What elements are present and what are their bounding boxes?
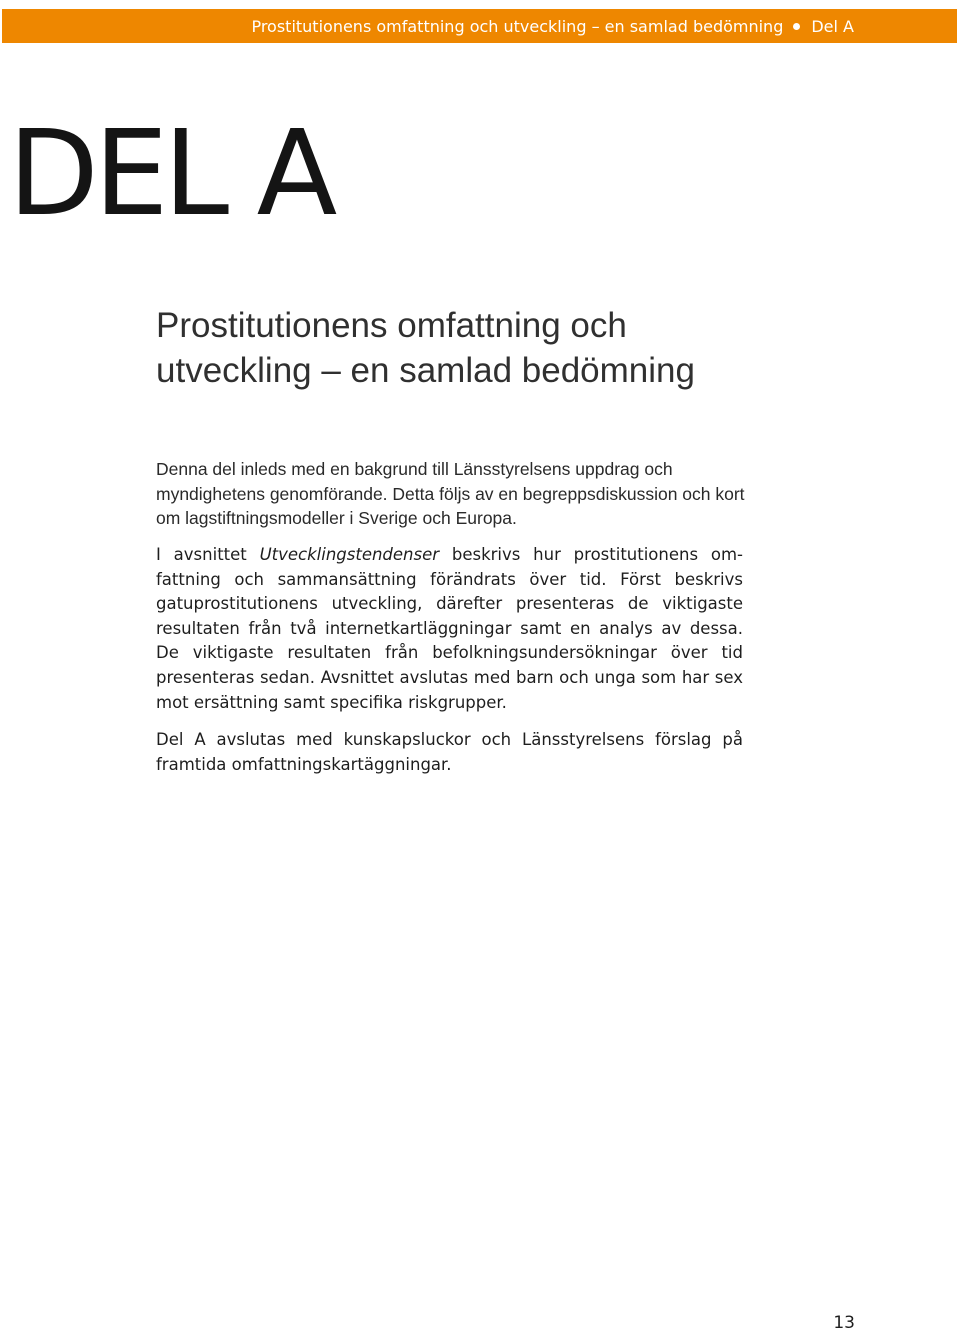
part-title: DEL A — [8, 104, 333, 242]
body-paragraph-2: Del A avslutas med kunskapsluckor och Länsstyrelsens förslag på framtida omfattningskartäggningar. — [156, 730, 743, 774]
section-title-line-2: utveckling – en samlad bedömning — [156, 351, 695, 390]
section-title-line-1: Prostitutionens omfattning och — [156, 306, 627, 345]
paragraph-1-lead: I avsnittet — [156, 545, 260, 564]
running-header-part: Del A — [811, 16, 854, 36]
section-reference: Utvecklingstendenser — [259, 545, 440, 564]
body-paragraph-1 — [156, 543, 743, 715]
intro-paragraph: Denna del inleds med en bakgrund till Länsstyrelsens uppdrag och myndighetens genomförande. Detta följs av en begreppsdiskussion och kort om lagstiftningsmodeller i Sverige och Europa. — [156, 459, 745, 529]
running-header-title: Prostitutionens omfattning och utveckling – en samlad bedömning — [251, 16, 784, 36]
page-number: 13 — [833, 1313, 855, 1333]
section-title — [156, 303, 695, 393]
running-header — [2, 9, 957, 43]
bullet-icon — [793, 23, 800, 30]
paragraph-1-body: beskrivs hur prostitutionens omfattning och sammansättning förändrats över tid. Först beskrivs gatuprostitutionens utveckling, därefter presenteras de viktigaste resultaten från två internetkartläggningar samt en analys av dessa. De viktigaste resultaten från befolkningsundersökningar över tid presenteras sedan. Avsnittet avslutas med barn och unga som har sex mot ersättning samt specifika riskgrupper. — [156, 545, 743, 712]
